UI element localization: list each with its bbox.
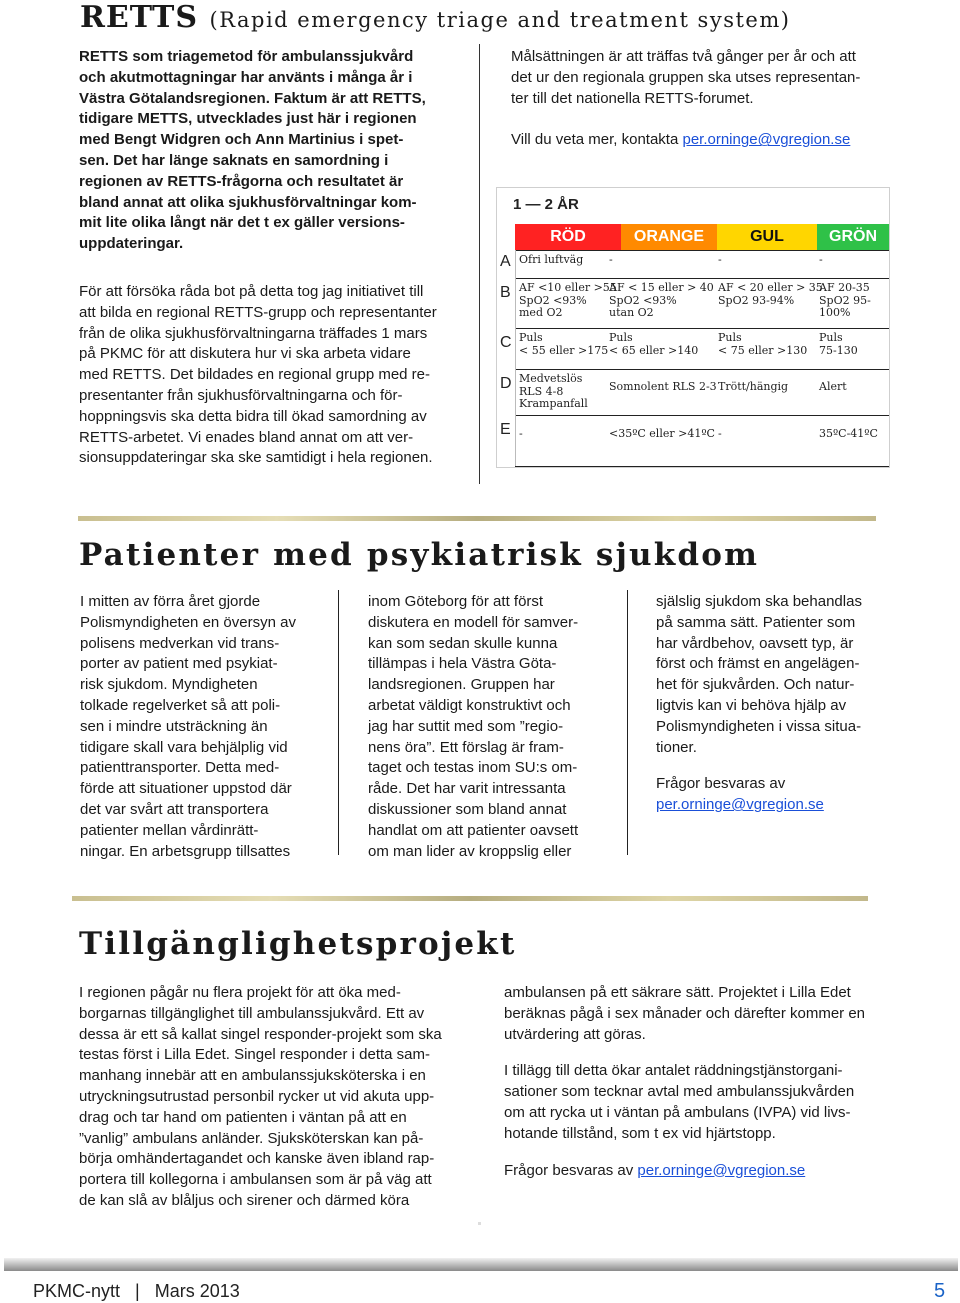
- triage-cell-line: < 55 eller >175: [519, 343, 609, 357]
- header-gul: GUL: [717, 224, 817, 250]
- page-number: 5: [934, 1280, 946, 1302]
- text-line: och akutmottagningar har använts i många år i: [79, 68, 413, 86]
- footer-publication-name: PKMC-nytt: [33, 1281, 121, 1301]
- triage-cell: [819, 254, 823, 267]
- psyk-column-3: [656, 592, 886, 816]
- triage-cell: [718, 282, 823, 307]
- retts-contact: [511, 130, 883, 151]
- triage-cell-line: AF < 15 eller > 40: [609, 281, 714, 294]
- triage-cell: [609, 332, 698, 357]
- text-line: bland annat att olika sjukhusförvaltningar kom-: [79, 193, 417, 211]
- triage-cell-line: Puls: [718, 331, 742, 344]
- text-line: hotande tillstånd, som t ex vid hjärtstopp.: [504, 1124, 776, 1142]
- text-line: För att försöka råda bot på detta tog jag initiativet till: [79, 283, 424, 300]
- retts-triage-table: [496, 187, 890, 468]
- triage-cell-line: Krampanfall: [519, 397, 588, 410]
- text-line: ligtvis kan vi behöva hjälp av: [656, 696, 847, 714]
- till-questions: [504, 1161, 884, 1182]
- triage-cell-line: Trött/hängig: [718, 380, 789, 393]
- text-line: tillämpas i hela Västra Göta-: [368, 655, 557, 673]
- text-line: sionsuppdateringar ska ske samtidigt i hela regionen.: [79, 449, 433, 467]
- text-line: kan som sedan skulle kunna: [368, 634, 558, 652]
- psyk-questions: Frågor besvaras av: [656, 775, 786, 793]
- text-line: de kan slå av blåljus och sirener och därmed köra: [79, 1191, 410, 1209]
- text-line: tolkade regelverket så att poli-: [80, 696, 281, 714]
- triage-cell-line: < 65 eller >140: [609, 343, 699, 357]
- retts-body: [79, 282, 449, 469]
- triage-cell: [519, 282, 617, 320]
- text-line: nens öra”. Ett förslag är fram-: [368, 738, 564, 756]
- text-line: dessa är ett så kallat singel responder-projekt som ska: [79, 1025, 442, 1043]
- triage-cell-line: 75-130: [819, 343, 858, 357]
- triage-cell-line: Puls: [519, 331, 543, 344]
- retts-goal-paragraph: [511, 47, 883, 109]
- row-letter: A: [500, 253, 511, 270]
- triage-cell-line: Puls: [609, 331, 633, 344]
- text-line: på samma sätt. Patienter som: [656, 613, 856, 631]
- triage-cell: [819, 428, 878, 441]
- text-line: Polismyndigheten en översyn av: [80, 613, 296, 631]
- text-line: risk sjukdom. Myndigheten: [80, 676, 258, 694]
- triage-cell: [718, 428, 722, 441]
- text-line: polisens medverkan vid trans-: [80, 634, 280, 652]
- text-line: att bilda en regional RETTS-grupp och representanter: [79, 303, 437, 321]
- psyk-section-title: Patienter med psykiatrisk sjukdom: [79, 537, 760, 573]
- text-line: sen. Det har länge saknats en samordning i: [79, 151, 389, 169]
- retts-right-text: [511, 47, 883, 151]
- triage-cell-line: Somnolent RLS 2-3: [609, 380, 717, 393]
- triage-cell: [718, 254, 722, 267]
- contact-email-link[interactable]: per.orninge@vgregion.se: [682, 131, 851, 149]
- text-line: hoppningsvis ska detta bidra till ökad samordning av: [79, 407, 427, 425]
- text-line: I tillägg till detta ökar antalet räddningstjänstorgani-: [504, 1062, 843, 1080]
- text-line: med Bengt Widgren och Ann Martinius i spet-: [79, 131, 404, 149]
- retts-title-sub: (Rapid emergency triage and treatment system): [209, 8, 791, 32]
- footer-separator: |: [135, 1281, 140, 1301]
- triage-cell: [718, 332, 807, 357]
- decorative-dot: [478, 1222, 481, 1225]
- triage-cell: [819, 282, 871, 320]
- till-column-1: [79, 983, 469, 1212]
- table-row-line: [515, 278, 889, 279]
- till-email-link[interactable]: per.orninge@vgregion.se: [637, 1161, 806, 1179]
- triage-cell-line: utan O2: [609, 306, 654, 319]
- text-line: drag och tar hand om patienten i väntan på att en: [79, 1108, 407, 1126]
- triage-cell-line: -: [819, 253, 823, 266]
- table-row-line: [515, 466, 889, 467]
- text-line: tioner.: [656, 738, 697, 756]
- triage-cell-line: Medvetslös: [519, 372, 583, 385]
- text-line: sationer som tecknar avtal med ambulanssjukvården: [504, 1083, 855, 1101]
- triage-cell: [519, 428, 523, 441]
- text-line: diskutera en modell för samver-: [368, 613, 579, 631]
- retts-heading: [80, 0, 790, 35]
- text-line: manhang innebär att en ambulanssjuksköterska i en: [79, 1067, 426, 1085]
- text-line: börja omhändertagandet och kanske även ibland rap-: [79, 1150, 435, 1168]
- text-line: testas först i Lilla Edet. Singel responder i detta sam-: [79, 1046, 431, 1064]
- table-row-line: [515, 369, 889, 370]
- table-row-line: [515, 328, 889, 329]
- text-line: ter till det nationella RETTS-forumet.: [511, 89, 754, 107]
- text-line: I regionen pågår nu flera projekt för att öka med-: [79, 984, 401, 1001]
- footer-publication: [33, 1281, 240, 1302]
- text-line: det var svårt att transportera: [80, 800, 269, 818]
- row-letter: D: [500, 375, 512, 392]
- text-line: regionen av RETTS-frågorna och resultatet är: [79, 172, 404, 190]
- text-line: handlat om att patienter oavsett: [368, 821, 579, 839]
- text-line: råde. Det har varit intressanta: [368, 780, 566, 798]
- text-line: förde att situationer uppstod där: [80, 780, 292, 798]
- triage-cell-line: -: [718, 427, 722, 440]
- text-line: het för sjukvården. Och natur-: [656, 676, 855, 694]
- triage-cell: [519, 373, 588, 411]
- text-line: själslig sjukdom ska behandlas: [656, 593, 862, 610]
- row-letter: B: [500, 284, 511, 301]
- text-line: med RETTS. Det bildades en regional grupp med re-: [79, 366, 431, 384]
- text-line: ambulansen på ett säkrare sätt. Projektet i Lilla Edet: [504, 984, 851, 1001]
- text-line: arbetat väldigt konstruktivt och: [368, 696, 571, 714]
- text-line: sen i mindre utsträckning än: [80, 717, 268, 735]
- triage-cell-line: AF 20-35: [819, 281, 870, 294]
- text-line: först och främst en angelägen-: [656, 655, 860, 673]
- triage-cell-line: -: [519, 427, 523, 440]
- text-line: RETTS-arbetet. Vi enades bland annat om att ver-: [79, 428, 414, 446]
- triage-cell-line: Ofri luftväg: [519, 253, 584, 266]
- text-line: inom Göteborg för att först: [368, 593, 544, 610]
- text-line: ”vanlig” ambulans anländer. Sjuksköterskan kan på-: [79, 1129, 424, 1147]
- text-line: jag har suttit med som ”regio-: [368, 717, 564, 735]
- psyk-column-2: [368, 592, 608, 862]
- text-line: det ur den regionala gruppen ska utses representan-: [511, 68, 861, 86]
- section-divider: [72, 896, 868, 901]
- retts-intro: [79, 47, 449, 255]
- text-line: om att rycka ut i väntan på ambulans (IVPA) vid livs-: [504, 1103, 851, 1121]
- text-line: beräknas pågå i sex månader och därefter kommer en: [504, 1004, 866, 1022]
- footer-issue: Mars 2013: [154, 1281, 240, 1301]
- till-column-2: [504, 983, 884, 1181]
- text-line: mit lite olika långt när det t ex gäller versions-: [79, 214, 405, 232]
- triage-cell: [609, 282, 714, 320]
- section-divider: [78, 516, 876, 521]
- text-line: portera till kollegorna i ambulansen som är på väg att: [79, 1171, 432, 1189]
- till-questions-text: Frågor besvaras av: [504, 1161, 638, 1179]
- triage-cell: [718, 381, 788, 394]
- text-line: Västra Götalandsregionen. Faktum är att RETTS,: [79, 89, 426, 107]
- triage-cell-line: SpO2 <93%: [609, 293, 677, 307]
- triage-cell: [519, 332, 608, 357]
- table-col-line: [515, 250, 516, 466]
- text-line: tidigare METTS, utvecklades just här i regionen: [79, 110, 417, 128]
- triage-cell-line: SpO2 93-94%: [718, 293, 795, 307]
- text-line: diskussioner som bland annat: [368, 800, 567, 818]
- text-line: uppdateringar.: [79, 235, 184, 253]
- triage-cell: [609, 428, 715, 441]
- text-line: borgarnas tillgänglighet till ambulanssjukvård. Ett av: [79, 1004, 425, 1022]
- text-line: utvärdering att göras.: [504, 1025, 646, 1043]
- triage-cell-line: < 75 eller >130: [718, 343, 808, 357]
- column-divider: [479, 44, 480, 484]
- triage-cell: [609, 381, 717, 394]
- psyk-email-link[interactable]: per.orninge@vgregion.se: [656, 796, 824, 814]
- footer-bar: [4, 1258, 958, 1271]
- text-line: porter av patient med psykiat-: [80, 655, 278, 673]
- triage-cell-line: med O2: [519, 306, 563, 319]
- header-gron: GRÖN: [817, 224, 889, 250]
- triage-cell-line: SpO2 95-: [819, 293, 871, 307]
- text-line: på PKMC för att diskutera hur vi ska arbeta vidare: [79, 345, 411, 363]
- column-separator: [627, 590, 628, 855]
- till-section-title: Tillgänglighetsprojekt: [79, 926, 517, 962]
- triage-cell-line: <35ºC eller >41ºC: [609, 427, 715, 440]
- text-line: RETTS som triagemetod för ambulanssjukvård: [79, 48, 414, 65]
- text-line: ningar. En arbetsgrupp tillsattes: [80, 842, 291, 860]
- text-line: I mitten av förra året gjorde: [80, 593, 261, 610]
- age-group-label: 1 — 2 ÅR: [513, 196, 579, 213]
- triage-cell-line: Puls: [819, 331, 843, 344]
- text-line: taget och testas inom SU:s om-: [368, 759, 578, 777]
- triage-cell-line: -: [718, 253, 722, 266]
- triage-cell: [819, 332, 858, 357]
- triage-cell-line: SpO2 <93%: [519, 293, 587, 307]
- text-line: Polismyndigheten i vissa situa-: [656, 717, 862, 735]
- header-orange: ORANGE: [621, 224, 717, 250]
- triage-cell-line: RLS 4-8: [519, 384, 564, 398]
- triage-cell: [519, 254, 583, 267]
- contact-text: Vill du veta mer, kontakta: [511, 131, 683, 149]
- text-line: Målsättningen är att träffas två gånger per år och att: [511, 48, 856, 65]
- psyk-column-1: [80, 592, 310, 862]
- triage-cell-line: 100%: [819, 306, 851, 319]
- retts-title-main: RETTS: [80, 0, 199, 35]
- table-row-line: [515, 250, 889, 251]
- triage-cell-line: Alert: [819, 380, 847, 393]
- row-letter: C: [500, 334, 512, 351]
- column-separator: [338, 590, 339, 855]
- triage-cell-line: AF < 20 eller > 35: [718, 281, 823, 294]
- text-line: från de olika sjukhusförvaltningarna träffades 1 mars: [79, 324, 428, 342]
- triage-cell-line: AF <10 eller >55: [519, 281, 617, 294]
- triage-cell: [819, 381, 847, 394]
- triage-cell-line: -: [609, 253, 613, 266]
- text-line: utryckningsutrustad personbil rycker ut vid akuta upp-: [79, 1087, 435, 1105]
- text-line: presentanter från sjukhusförvaltningarna och för-: [79, 386, 403, 404]
- text-line: om man lider av kroppslig eller: [368, 842, 572, 860]
- triage-cell: [609, 254, 613, 267]
- text-line: har vårdbehov, oavsett typ, är: [656, 634, 854, 652]
- text-line: patienter mellan vårdinrätt-: [80, 821, 259, 839]
- text-line: tidigare skall vara behjälplig vid: [80, 738, 288, 756]
- table-row-line: [515, 415, 889, 416]
- row-letter: E: [500, 421, 511, 438]
- header-rod: RÖD: [515, 224, 621, 250]
- text-line: landsregionen. Gruppen har: [368, 676, 555, 694]
- triage-cell-line: 35ºC-41ºC: [819, 427, 878, 440]
- text-line: patienttransporter. Detta med-: [80, 759, 280, 777]
